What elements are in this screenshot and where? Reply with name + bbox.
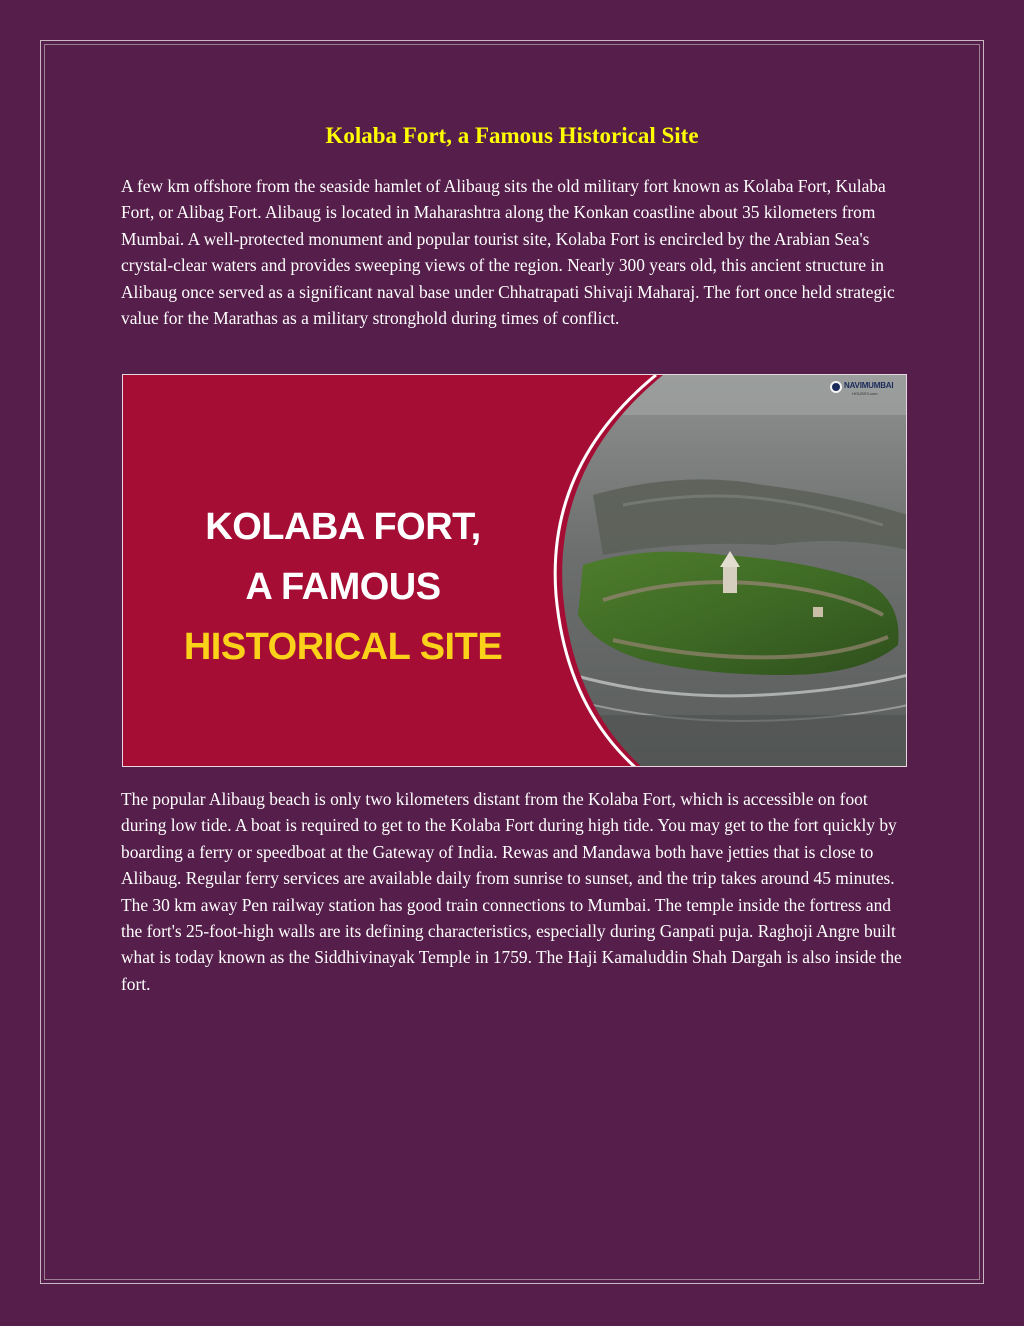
banner-line-2: A FAMOUS — [245, 566, 441, 608]
page-title: Kolaba Fort, a Famous Historical Site — [325, 123, 699, 148]
intro-paragraph: A few km offshore from the seaside hamlet of Alibaug sits the old military fort known as Kolaba Fort, Kulaba Fort, or Alibag Fort. Alibaug is located in Maharashtra along the Konkan coastline about 35 kilometers from Mumbai. A well-protected monument and popular tourist site, Kolaba Fort is encircled by the Arabian Sea's crystal-clear waters and provides sweeping views of the region. Nearly 300 years old, this ancient structure in Alibaug once served as a significant naval base under Chhatrapati Shivaji Maharaj. The fort once held strategic value for the Marathas as a military stronghold during times of conflict. — [121, 176, 895, 329]
logo-icon — [830, 381, 842, 393]
logo-subtext: HOUSES.com — [852, 391, 878, 396]
logo-name: NAVIMUMBAI — [844, 381, 894, 390]
travel-paragraph: The popular Alibaug beach is only two kilometers distant from the Kolaba Fort, which is accessible on foot during low tide. A boat is required to get to the Kolaba Fort during high tide. You may get to the fort quickly by boarding a ferry or speedboat at the Gateway of India. Rewas and Mandawa both have jetties that is close to Alibaug. Regular ferry services are available daily from sunrise to sunset, and the trip takes around 45 minutes. The 30 km away Pen railway station has good train connections to Mumbai. The temple inside the fortress and the fort's 25-foot-high walls are its defining characteristics, especially during Ganpati puja. Raghoji Angre built what is today known as the Siddhivinayak Temple in 1759. The Haji Kamaluddin Shah Dargah is also inside the fort. — [121, 789, 902, 994]
banner-line-3: HISTORICAL SITE — [183, 626, 503, 668]
banner-line-1: KOLABA FORT, — [205, 506, 481, 548]
brand-logo — [830, 379, 900, 401]
banner-headline — [123, 497, 563, 677]
banner-image — [122, 374, 907, 767]
